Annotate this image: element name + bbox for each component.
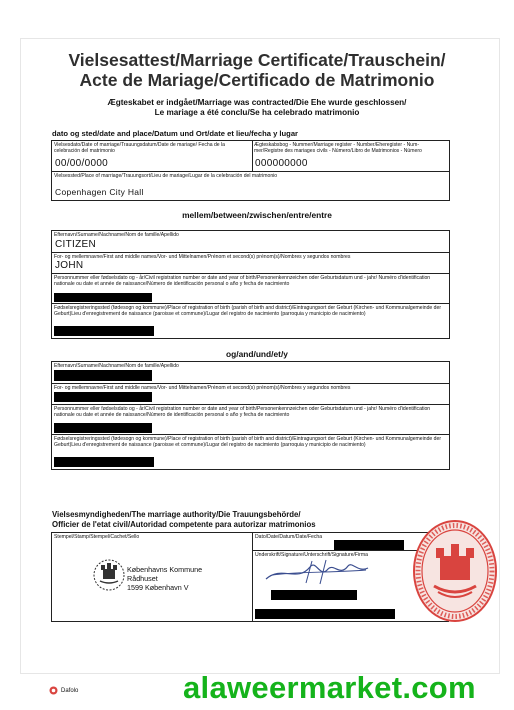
redaction-bar [334,540,404,550]
party2-box [51,361,450,470]
date-place-heading: dato og sted/date and place/Datum und Ort/date et lieu/fecha y lugar [52,129,298,138]
authority-heading-line-1: Vielsesmyndigheden/The marriage authority/Die Trauungsbehörde/ [52,510,301,519]
party2-surname-caption: Efternavn/Surname/Nachname/Nom de famille/Apellido [54,363,179,369]
redaction-bar [54,370,152,381]
redaction-bar [54,326,154,336]
party1-firstname-caption: For- og mellemnavne/First and middle names/Vor- und Mittelnamen/Prénom et second(s) prénom(s)/Nombres y segundos nombres [54,254,351,260]
party1-surname-value: CITIZEN [55,239,96,250]
marriage-place-cell [52,172,449,200]
party1-firstname-value: JOHN [55,260,84,271]
register-number-value: 000000000 [255,158,308,169]
date-place-box [51,140,450,201]
handwritten-signature [262,557,372,587]
party1-surname-cell [52,231,449,252]
title-line-2: Acte de Mariage/Certificado de Matrimonio [79,70,435,90]
title-line-1: Vielsesattest/Marriage Certificate/Trauschein/ [68,50,446,70]
marriage-place-caption: Vielsessted/Place of marriage/Trauungsort/Lieu de mariage/Lugar de la celebración del matrimonio [54,173,278,179]
watermark-text: alaweermarket.com [183,670,476,705]
party2-id-caption: Personnummer eller fødselsdato og - år/Civil registration number or date and year of birth/Personenkennzeichen oder Geburtsdatum und - jahr/ Numéro d'identification nationale ou date et année de naissance/Número de identificación personal o año y fecha de nacimiento [54,406,431,418]
marriage-date-cell [52,141,252,172]
redaction-bar [54,423,152,433]
certificate-subtitle [22,98,492,118]
marriage-date-caption: Vielsesdato/Date of marriage/Trauungsdatum/Date de mariage/ Fecha de la celebración del matrimonio [54,142,226,154]
subtitle-line-1: Ægteskabet er indgået/Marriage was contracted/Die Ehe wurde geschlossen/ [107,98,407,107]
party1-birthplace-caption: Fødselsregistreringssted (fødesogn og kommune)/Place of registration of birth (parish of birth and district)/Eintragungsort der Geburt (Kirchen- und Kommunalgemeinde der Geburt)Lieu d'enregistrement de naissance (paroisse et commune)/Lugar del registro de nacimiento (parroquia y municipio de nacimiento) [54,305,442,317]
subtitle-line-2: Le mariage a été conclu/Se ha celebrado matrimonio [154,108,360,117]
authority-heading [52,510,316,530]
party1-id-caption: Personnummer eller fødselsdato og - år/Civil registration number or date and year of birth/Personenkennzeichen oder Geburtsdatum und - jahr/ Numéro d'identification nationale ou date et année de naissance/Número de identificación personal o año y fecha de nacimiento [54,275,431,287]
municipality-address [127,565,202,592]
register-number-caption: Ægteskabsbog - Nummer/Marriage register - Number/Eheregister - Num-mer/Registre des mariages civils - Número/Libro de Matrimonios - Número [254,142,422,154]
party2-birthplace-caption: Fødselsregistreringssted (fødesogn og kommune)/Place of registration of birth (parish of birth and district)/Eintragungsort der Geburt (Kirchen- und Kommunalgemeinde der Geburt)Lieu d'enregistrement de naissance (paroisse et commune)/Lugar del registro de nacimiento (parroquia y municipio de nacimiento) [54,436,442,448]
authority-date-caption: Dato/Date/Datum/Date/Fecha [255,534,323,540]
certificate-title [22,50,492,90]
party1-box [51,230,450,339]
redaction-bar [54,392,152,402]
municipality-name: Københavns Kommune [127,565,203,574]
municipality-building: Rådhuset [127,574,158,583]
register-number-cell [252,141,449,172]
party1-firstname-cell [52,253,449,273]
party2-firstname-caption: For- og mellemnavne/First and middle names/Vor- und Mittelnamen/Prénom et second(s) prénom(s)/Nombres y segundos nombres [54,385,351,391]
signature-caption: Underskrift/Signature/Unterschrift/Signature/Firma [255,552,368,558]
redaction-bar [54,457,154,467]
between-label: mellem/between/zwischen/entre/entre [182,210,332,220]
marriage-date-value: 00/00/0000 [55,158,109,169]
and-label: og/and/und/et/y [226,349,288,359]
redaction-bar [54,293,152,302]
stamp-caption: Stempel/Stamp/Stempel/Cachet/Sello [54,534,140,540]
party1-surname-caption: Efternavn/Surname/Nachname/Nom de famille/Apellido [54,232,179,238]
official-seal-icon [412,518,498,624]
dafolo-logo-icon [49,686,58,695]
marriage-place-value: Copenhagen City Hall [55,187,144,197]
municipality-postcode: 1599 København V [127,583,189,592]
redaction-bar [255,609,395,619]
authority-heading-line-2: Officier de l'etat civil/Autoridad competente para autorizar matrimonios [52,520,316,529]
copenhagen-coat-of-arms-icon [92,556,126,594]
redaction-bar [271,590,357,600]
publisher-label: Dafolo [61,688,79,694]
